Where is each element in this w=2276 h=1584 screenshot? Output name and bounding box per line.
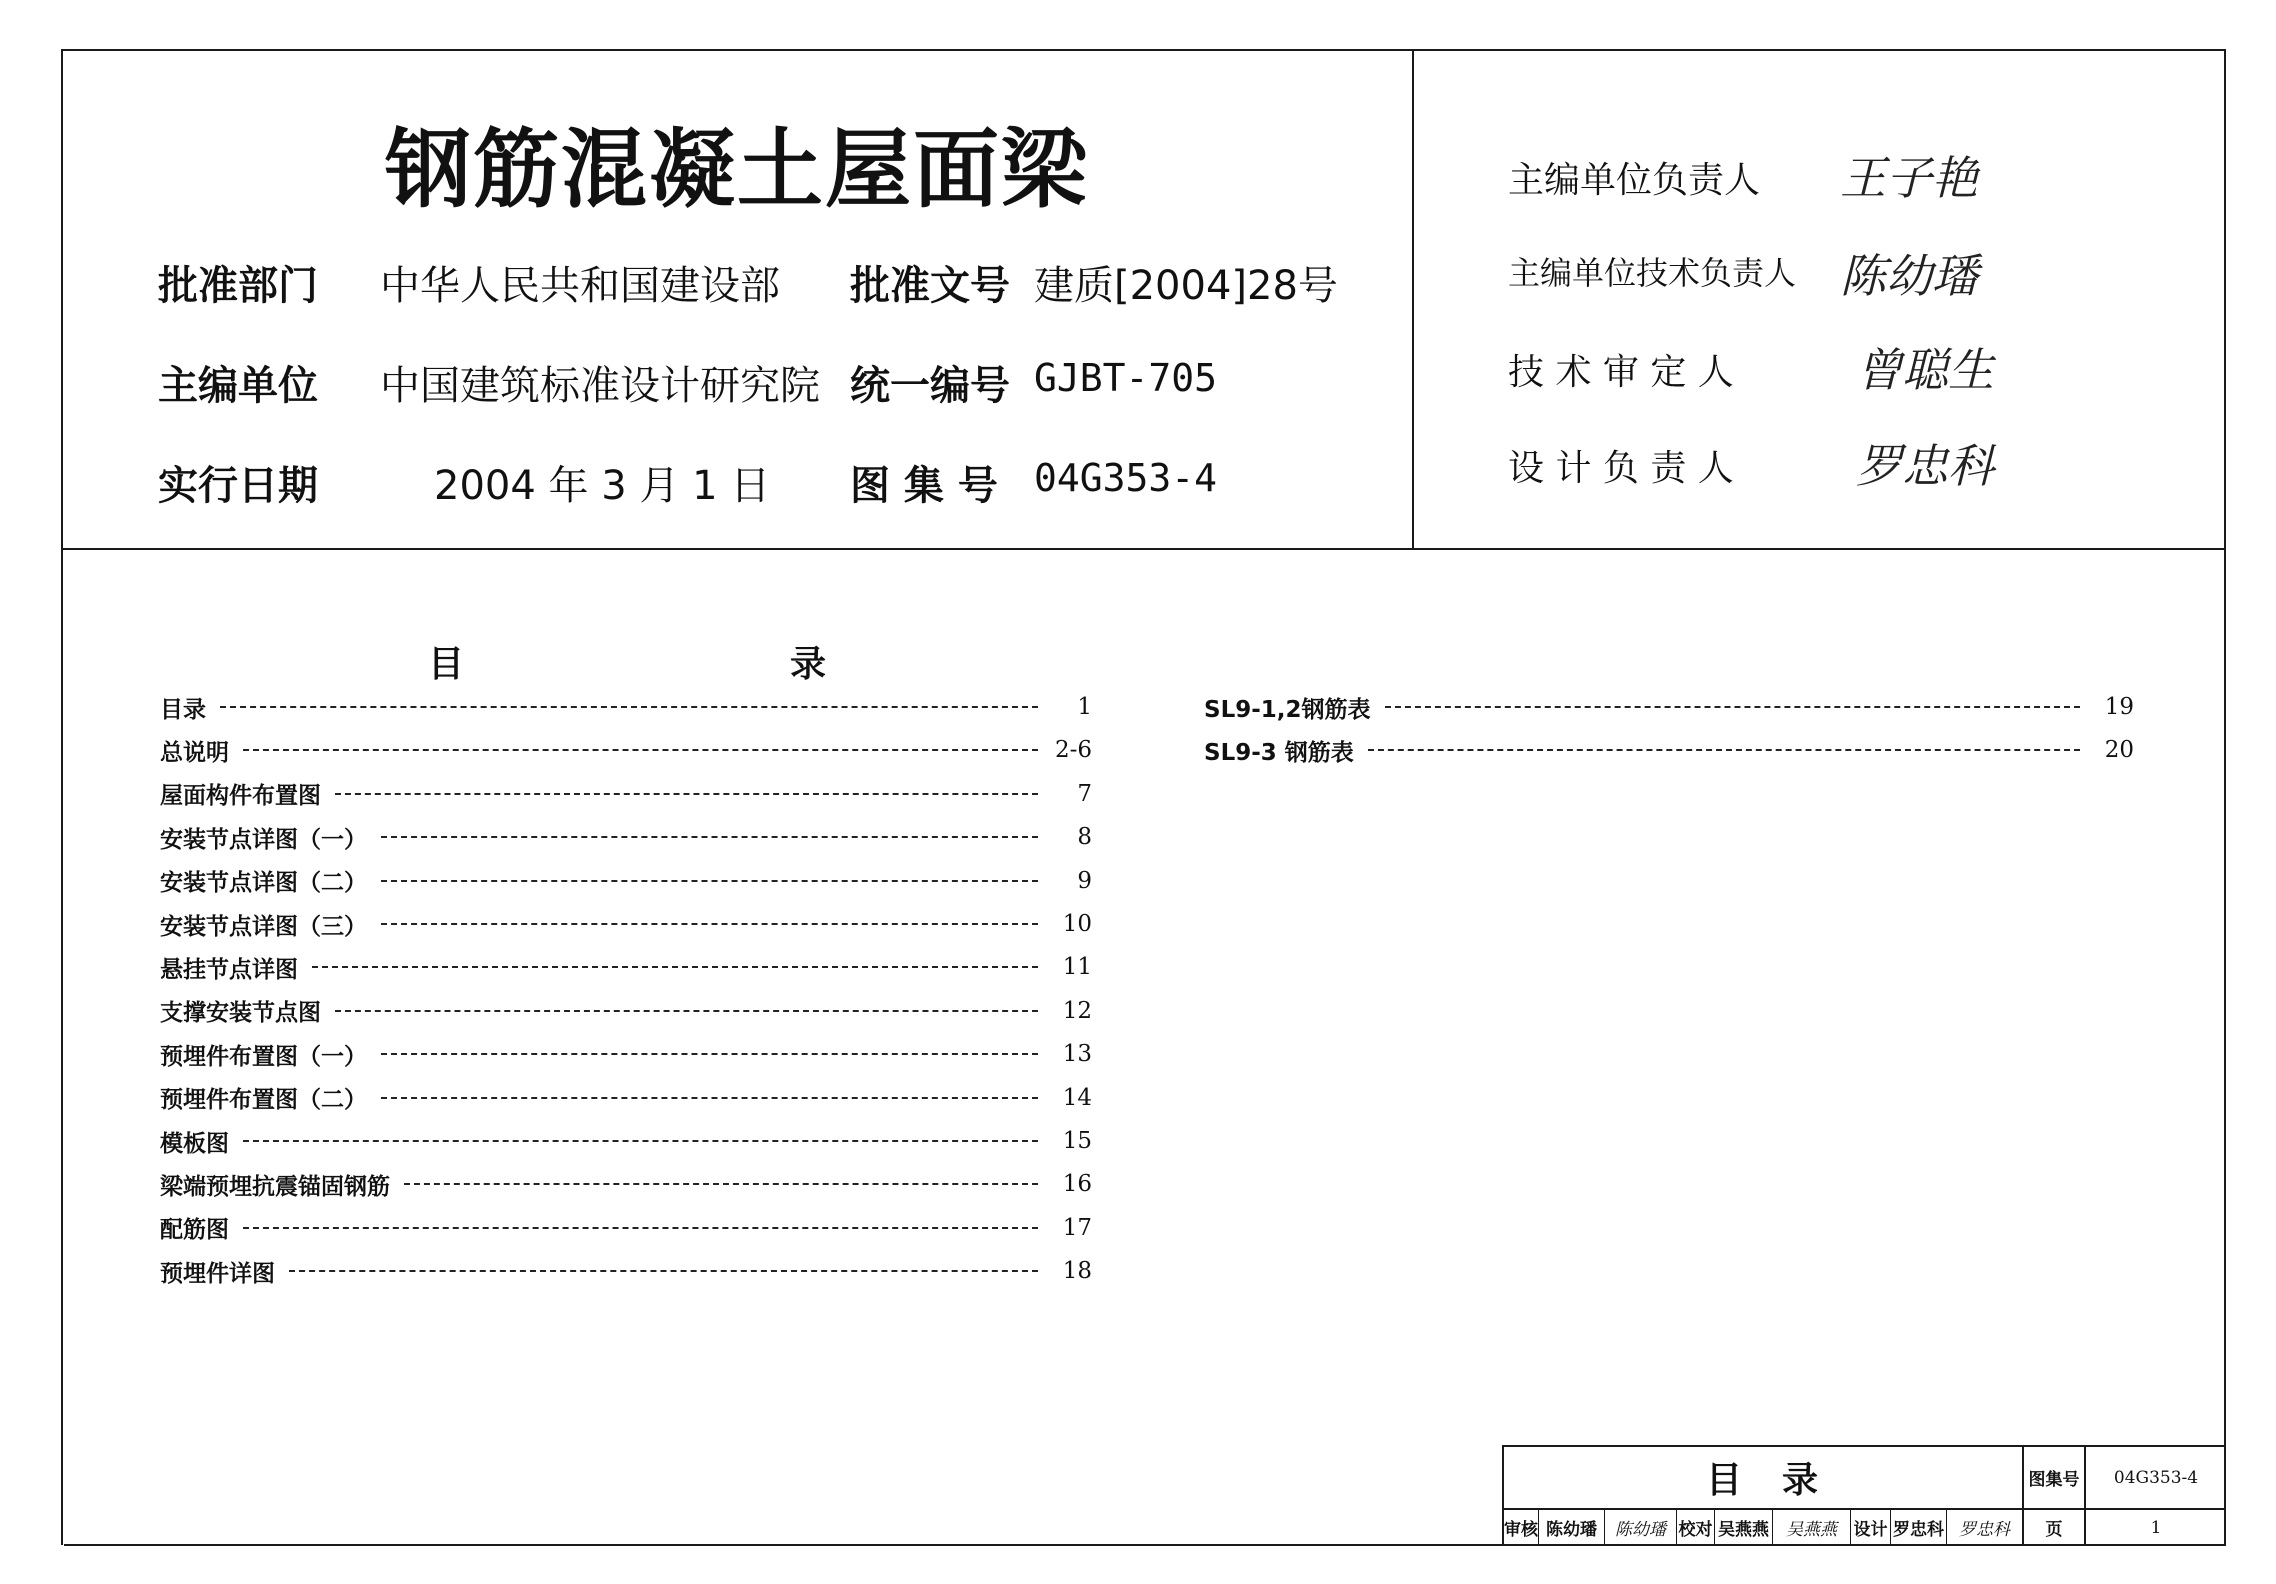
designer-signature: 罗忠科	[1959, 1520, 2010, 1540]
sheet-title: 目 录	[1705, 1460, 1820, 1501]
toc-entry	[160, 861, 1092, 901]
atlas-no-label: 图 集 号	[850, 463, 998, 509]
design-label: 设计	[1853, 1520, 1888, 1540]
toc-leader-line	[243, 1227, 1038, 1229]
tb-atlas-no: 04G353-4	[2113, 1467, 2199, 1488]
editor-unit-label: 主编单位	[158, 363, 318, 409]
toc-entry	[160, 1164, 1092, 1204]
reviewer-signature: 陈幼璠	[1615, 1520, 1666, 1540]
toc-entry-title: SL9-3 钢筋表	[1204, 739, 1354, 766]
unified-no-label: 统一编号	[850, 363, 1010, 409]
toc-heading-left: 目	[428, 644, 465, 685]
toc-leader-line	[335, 793, 1038, 795]
toc-leader-line	[381, 836, 1038, 838]
checker-signature: 吴燕燕	[1786, 1520, 1837, 1540]
toc-entry-page: 10	[1062, 911, 1092, 937]
toc-entry-page: 1	[1077, 694, 1092, 720]
toc-leader-line	[1368, 749, 2080, 751]
toc-entry-title: 预埋件详图	[160, 1260, 275, 1287]
toc-entry-page: 7	[1077, 780, 1092, 807]
toc-leader-line	[289, 1270, 1038, 1272]
toc-entry	[160, 774, 1092, 814]
toc-entry	[160, 1121, 1092, 1161]
toc-entry-page: 11	[1062, 954, 1092, 981]
atlas-no-value: 04G353-4	[1034, 456, 1218, 500]
approval-dept-value: 中华人民共和国建设部	[380, 263, 780, 309]
toc-leader-line	[404, 1183, 1038, 1185]
atlas-title: 钢筋混凝土屋面梁	[385, 120, 1089, 220]
toc-leader-line	[243, 1140, 1038, 1142]
toc-entry-title: 配筋图	[160, 1217, 229, 1244]
toc-entry-title: 总说明	[160, 739, 229, 766]
toc-entry-page: 17	[1062, 1214, 1092, 1241]
toc-entry	[1204, 687, 2134, 727]
toc-entry-page: 14	[1062, 1084, 1092, 1111]
toc-entry-page: 19	[2104, 694, 2134, 720]
approval-dept-label: 批准部门	[158, 263, 318, 309]
toc-entry	[160, 1078, 1092, 1118]
toc-leader-line	[220, 706, 1038, 708]
check-label: 校对	[1678, 1520, 1713, 1540]
editor-unit-value: 中国建筑标准设计研究院	[380, 363, 820, 409]
unified-no-value: GJBT-705	[1034, 356, 1218, 400]
toc-entry	[160, 947, 1092, 987]
toc-leader-line	[1385, 706, 2080, 708]
toc-entry-title: 梁端预埋抗震锚固钢筋	[160, 1173, 390, 1200]
toc-entry	[160, 1034, 1092, 1074]
toc-entry-title: 屋面构件布置图	[160, 783, 321, 810]
toc-entry-page: 13	[1062, 1041, 1092, 1068]
toc-entry	[160, 730, 1092, 770]
toc-entry-title: 目录	[160, 696, 206, 723]
designer-name: 罗忠科	[1893, 1520, 1944, 1540]
toc-entry	[1204, 730, 2134, 770]
technical-approver-label: 技 术 审 定 人	[1508, 352, 1734, 393]
toc-leader-line	[381, 880, 1038, 882]
toc-entry-title: 悬挂节点详图	[160, 956, 298, 983]
toc-entry-page: 12	[1062, 997, 1092, 1024]
toc-heading-right: 录	[790, 644, 827, 685]
checker-name: 吴燕燕	[1718, 1520, 1769, 1540]
toc-entry-page: 9	[1077, 867, 1092, 894]
chief-unit-tech-head-signature: 陈幼璠	[1840, 249, 1978, 303]
design-lead-label: 设 计 负 责 人	[1508, 448, 1734, 489]
toc-entry-page: 15	[1062, 1128, 1092, 1154]
toc-entry-title: 预埋件布置图（二）	[160, 1087, 367, 1114]
toc-entry	[160, 991, 1092, 1031]
design-lead-signature: 罗忠科	[1856, 439, 1994, 493]
approval-doc-label: 批准文号	[850, 263, 1010, 309]
chief-unit-tech-head-label: 主编单位技术负责人	[1508, 254, 1797, 292]
page-label: 页	[2045, 1520, 2063, 1540]
effective-date-label: 实行日期	[158, 463, 318, 509]
toc-entry-page: 8	[1077, 824, 1092, 851]
toc-entry	[160, 1251, 1092, 1291]
review-label: 审核	[1504, 1520, 1538, 1540]
chief-unit-head-label: 主编单位负责人	[1508, 160, 1761, 201]
toc-entry-title: 安装节点详图（二）	[160, 870, 367, 897]
page-number: 1	[2150, 1517, 2162, 1538]
toc-entry-page: 16	[1062, 1171, 1092, 1198]
toc-leader-line	[335, 1010, 1038, 1012]
toc-entry-page: 18	[1062, 1258, 1092, 1285]
toc-entry-page: 20	[2104, 737, 2134, 764]
tb-atlas-no-label: 图集号	[2028, 1470, 2080, 1490]
toc-leader-line	[381, 923, 1038, 925]
toc-entry	[160, 1208, 1092, 1248]
toc-entry-title: 模板图	[160, 1130, 229, 1157]
toc-entry	[160, 687, 1092, 727]
technical-approver-signature: 曾聪生	[1856, 343, 1994, 397]
toc-entry-page: 2-6	[1054, 737, 1092, 764]
toc-leader-line	[243, 749, 1038, 751]
approval-doc-value: 建质[2004]28号	[1034, 263, 1338, 309]
toc-entry-title: 预埋件布置图（一）	[160, 1043, 367, 1070]
reviewer-name: 陈幼璠	[1546, 1520, 1597, 1540]
toc-entry-title: SL9-1,2钢筋表	[1204, 696, 1371, 723]
effective-date-value: 2004 年 3 月 1 日	[434, 463, 771, 509]
toc-leader-line	[381, 1053, 1038, 1055]
toc-leader-line	[381, 1097, 1038, 1099]
toc-entry	[160, 904, 1092, 944]
chief-unit-head-signature: 王子艳	[1840, 151, 1978, 205]
toc-entry	[160, 817, 1092, 857]
toc-entry-title: 支撑安装节点图	[160, 1000, 321, 1027]
toc-entry-title: 安装节点详图（一）	[160, 826, 367, 853]
toc-entry-title: 安装节点详图（三）	[160, 913, 367, 940]
toc-leader-line	[312, 966, 1038, 968]
